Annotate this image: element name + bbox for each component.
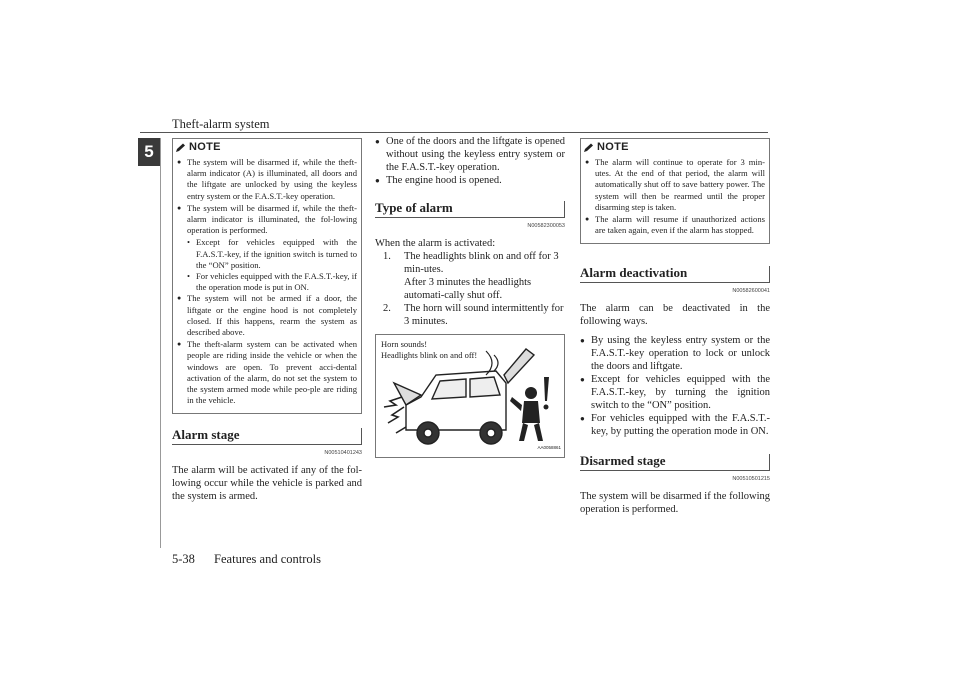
column-1: [172, 138, 362, 503]
bullet-item: ● By using the keyless entry system or the F.A.S.T.-key operation to lock or unlock the doors and liftgate.: [580, 334, 770, 373]
note-sub-item: • Except for vehicles equipped with the F.A.S.T.-key, if the ignition switch is turned to the “ON” position.: [187, 237, 357, 270]
numbered-item: [383, 302, 565, 328]
item-number: 1.: [383, 251, 391, 262]
note-label: NOTE: [189, 141, 221, 153]
paragraph: The alarm can be deactivated in the following ways.: [580, 303, 770, 328]
item-text: The headlights blink on and off for 3 min-utes.: [404, 251, 559, 275]
column-2: [375, 135, 565, 458]
section-title: Type of alarm: [375, 201, 565, 218]
paragraph: When the alarm is activated:: [375, 238, 496, 249]
section-code: N00510401243: [324, 450, 362, 457]
item-extra: After 3 minutes the headlights automati-cally shut off.: [404, 277, 532, 301]
page-number: 5-38: [172, 552, 195, 566]
bullet-item: ● The engine hood is opened.: [375, 174, 565, 187]
section-code: N00510501215: [732, 476, 770, 483]
item-text: The horn will sound intermittently for 3 minutes.: [404, 303, 564, 327]
note-heading: [583, 141, 765, 154]
note-bullet: ● The alarm will resume if unauthorized actions are taken again, even if the alarm has stopped.: [585, 214, 765, 236]
item-number: 2.: [383, 303, 391, 314]
note-sub-text: Except for vehicles equipped with the F.A.S.T.-key, if the ignition switch is turned to the “ON” position.: [196, 237, 357, 270]
illustration-code: AA0058861: [537, 445, 561, 450]
caption-line: Horn sounds!: [381, 339, 428, 349]
note-label: NOTE: [597, 141, 629, 153]
bullet-item: ● Except for vehicles equipped with the F.A.S.T.-key, by turning the ignition switch to the “ON” position.: [580, 373, 770, 412]
note-bullet: ● The system will not be armed if a door, the liftgate or the engine hood is not completely closed. If this happens, rearm the system as described above.: [177, 293, 357, 338]
footer-section: Features and controls: [214, 552, 321, 566]
page-footer: [172, 552, 337, 567]
section-code: N00582300053: [527, 223, 565, 229]
bullet-item: ● One of the doors and the liftgate is opened without using the keyless entry system or the F.A.S.T.-key operation.: [375, 135, 565, 174]
section-title: Alarm deactivation: [580, 266, 770, 283]
note-bullet: ● The alarm will continue to operate for 3 min-utes. At the end of that period, the alarm will automatically shut off to save battery power. The system will then be rearmed until the proper disarming step is taken.: [585, 157, 765, 213]
chapter-tab: 5: [138, 138, 160, 166]
car-alarm-drawing: [376, 335, 565, 458]
page-header-title: Theft-alarm system: [172, 117, 270, 131]
bullet-item: ● For vehicles equipped with the F.A.S.T.-key, by putting the operation mode in ON.: [580, 412, 770, 438]
section-title: Disarmed stage: [580, 454, 770, 471]
note-heading: [175, 141, 357, 154]
chapter-divider: [160, 138, 161, 548]
column-3: [580, 138, 770, 516]
alarm-illustration: [375, 334, 565, 458]
paragraph: The alarm will be activated if any of the fol-lowing occur while the vehicle is parked and the system is armed.: [172, 465, 362, 503]
note-bullet: ● The system will be disarmed if, while the theft-alarm indicator is illuminated, the fol-lowing operation is performed.: [177, 203, 357, 237]
numbered-item: [383, 250, 565, 302]
header-rule: [140, 132, 768, 133]
note-bullet: ● The theft-alarm system can be activated when people are riding inside the vehicle or when the windows are open. To prevent acci-dental activation of the alarm, do not set the system to the system armed mode while peo-ple are riding in the vehicle.: [177, 339, 357, 406]
note-sub-item: • For vehicles equipped with the F.A.S.T.-key, if the operation mode is put in ON.: [187, 271, 357, 293]
paragraph: The system will be disarmed if the following operation is performed.: [580, 491, 770, 516]
caption-line: Headlights blink on and off!: [381, 350, 478, 360]
note-bullet: ● The system will be disarmed if, while the theft-alarm indicator (A) is illuminated, all doors and the liftgate are unlocked by using the keyless entry system or the F.A.S.T.-key operation.: [177, 157, 357, 202]
section-code: N00582600041: [732, 288, 770, 295]
section-title: Alarm stage: [172, 428, 362, 445]
note-pencil-icon: [175, 143, 186, 153]
note-pencil-icon: [583, 143, 594, 153]
note-box: [580, 138, 770, 244]
note-box: [172, 138, 362, 414]
note-sub-text: For vehicles equipped with the F.A.S.T.-key, if the operation mode is put in ON.: [196, 271, 357, 293]
